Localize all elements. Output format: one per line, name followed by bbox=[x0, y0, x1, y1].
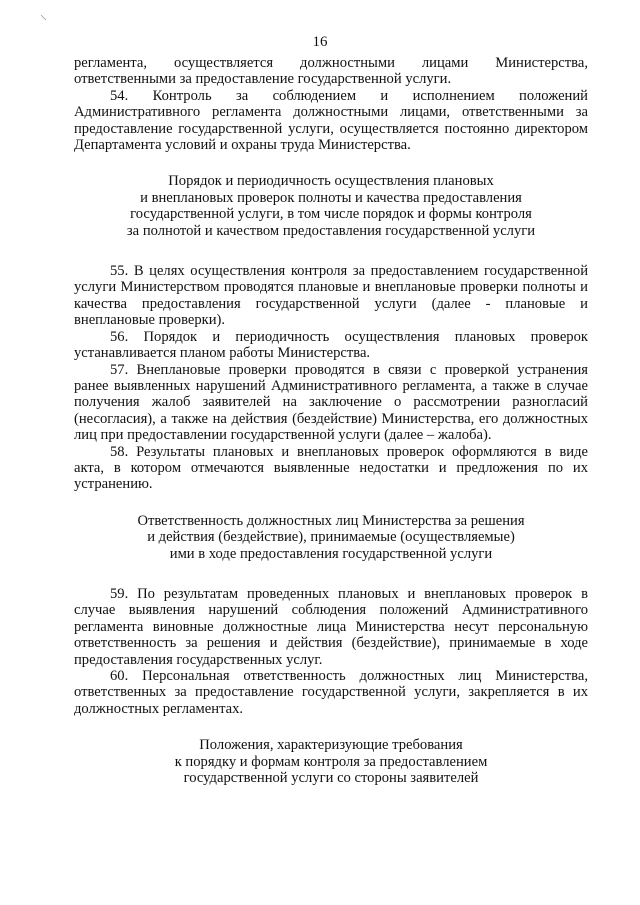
page-number: 16 bbox=[312, 34, 328, 50]
paragraph-54: 54. Контроль за соблюдением и исполнением положений Административного регламента должностными лицами, ответственными за предоставление государственной услуги, осуществляется постоянно директором Департамента условий и охраны труда Министерства. bbox=[74, 87, 588, 154]
paragraph-continuation: регламента, осуществляется должностными лицами Министерства, ответственными за предоставление государственной услуги. bbox=[74, 55, 588, 88]
section-heading-responsibility: Ответственность должностных лиц Министерства за решения и действия (бездействие), принимаемые (осуществляемые) ими в ходе предоставления государственной услуги bbox=[137, 512, 525, 562]
section-heading-inspections: Порядок и периодичность осуществления плановых и внеплановых проверок полноты и качества предоставления государственной услуги, в том числе порядок и формы контроля за полнотой и качеством предоставления государственной услуги bbox=[126, 173, 536, 239]
paragraph-55: 55. В целях осуществления контроля за предоставлением государственной услуги Министерством проводятся плановые и внеплановые проверки полноты и качества предоставления государственной услуги (далее - плановые и внеплановые проверки). bbox=[74, 263, 588, 329]
paragraph-57: 57. Внеплановые проверки проводятся в связи с проверкой устранения ранее выявленных нарушений Административного регламента, а также в случае получения жалоб заявителей на заключение о рассмотрении разногласий (несогласия), а также на действия (бездействие) Министерства, его должностных лиц при предоставлении государственной услуги (далее – жалоба). bbox=[74, 361, 588, 444]
scan-mark bbox=[40, 14, 50, 24]
paragraph-56: 56. Порядок и периодичность осуществления плановых проверок устанавливается планом работы Министерства. bbox=[74, 328, 588, 362]
paragraph-59: 59. По результатам проведенных плановых и внеплановых проверок в случае выявления нарушений соблюдения положений Административного регламента виновные должностные лица Министерства несут персональную ответственность за решения и действия (бездействие), принимаемые в ходе предоставления государственных услуг. bbox=[74, 585, 588, 668]
paragraph-58: 58. Результаты плановых и внеплановых проверок оформляются в виде акта, в котором отмечаются выявленные недостатки и предложения по их устранению. bbox=[74, 443, 588, 493]
section-heading-applicant-control: Положения, характеризующие требования к порядку и формам контроля за предоставлением государственной услуги со стороны заявителей bbox=[174, 737, 488, 787]
document-body bbox=[74, 55, 588, 786]
paragraph-60: 60. Персональная ответственность должностных лиц Министерства, ответственных за предоставление государственной услуги, закрепляется в их должностных регламентах. bbox=[74, 668, 588, 717]
